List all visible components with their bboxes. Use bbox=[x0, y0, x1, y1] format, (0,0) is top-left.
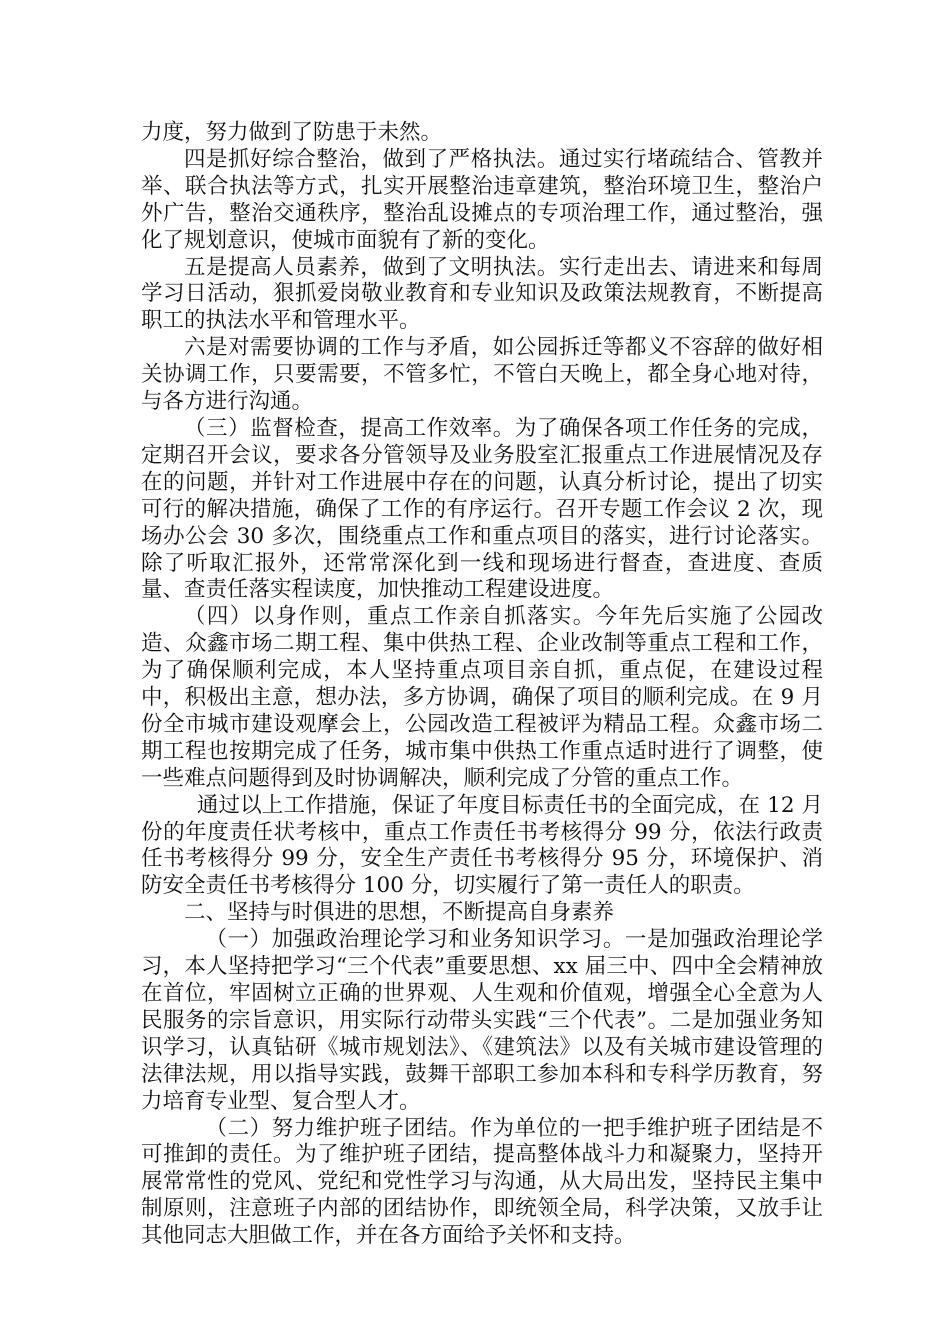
paragraph-item-six: 六是对需要协调的工作与矛盾，如公园拆迁等都义不容辞的做好相关协调工作，只要需要，不管多忙，不管白天晚上，都全身心地对待，与各方进行沟通。 bbox=[141, 335, 823, 415]
document-body bbox=[141, 120, 823, 1250]
paragraph-item-five: 五是提高人员素养，做到了文明执法。实行走出去、请进来和每周学习日活动，狠抓爱岗敬业教育和专业知识及政策法规教育，不断提高职工的执法水平和管理水平。 bbox=[141, 254, 823, 334]
paragraph-section-four: （四）以身作则，重点工作亲自抓落实。今年先后实施了公园改造、众鑫市场二期工程、集中供热工程、企业改制等重点工程和工作，为了确保顺利完成，本人坚持重点项目亲自抓，重点促，在建设过程中，积极出主意，想办法，多方协调，确保了项目的顺利完成。在 9 月份全市城市建设观摩会上，公园改造工程被评为精品工程。众鑫市场二期工程也按期完成了任务，城市集中供热工作重点适时进行了调整，使一些难点问题得到及时协调解决，顺利完成了分管的重点工作。 bbox=[141, 604, 823, 791]
paragraph-continuation: 力度，努力做到了防患于未然。 bbox=[141, 120, 443, 145]
paragraph-item-four: 四是抓好综合整治，做到了严格执法。通过实行堵疏结合、管教并举、联合执法等方式，扎实开展整治违章建筑，整治环境卫生，整治户外广告，整治交通秩序，整治乱设摊点的专项治理工作，通过整治，强化了规划意识，使城市面貌有了新的变化。 bbox=[141, 146, 823, 253]
paragraph-section-three: （三）监督检查，提高工作效率。为了确保各项工作任务的完成，定期召开会议，要求各分管领导及业务股室汇报重点工作进展情况及存在的问题，并针对工作进展中存在的问题，认真分析讨论，提出了切实可行的解决措施，确保了工作的有序运行。召开专题工作会议 2 次，现场办公会 30 多次，围绕重点工作和重点项目的落实，进行讨论落实。除了听取汇报外，还常常深化到一线和现场进行督查，查进度、查质量、查责任落实程读度，加快推动工程建设进度。 bbox=[141, 415, 823, 603]
paragraph-subsection-one: （一）加强政治理论学习和业务知识学习。一是加强政治理论学习，本人坚持把学习“三个代表”重要思想、xx 届三中、四中全会精神放在首位，牢固树立正确的世界观、人生观和价值观，增强全心全意为人民服务的宗旨意识，用实际行动带头实践“三个代表”。二是加强业务知识学习，认真钻研《城市规划法》、《建筑法》以及有关城市建设管理的法律法规，用以指导实践，鼓舞干部职工参加本科和专科学历教育，努力培育专业型、复合型人才。 bbox=[141, 927, 823, 1114]
paragraph-summary: 通过以上工作措施，保证了年度目标责任书的全面完成，在 12 月份的年度责任状考核中，重点工作责任书考核得分 99 分，依法行政责任书考核得分 99 分，安全生产责任书考核得分 95 分，环境保护、消防安全责任书考核得分 100 分，切实履行了第一责任人的职责。 bbox=[141, 792, 823, 899]
paragraph-subsection-two: （二）努力维护班子团结。作为单位的一把手维护班子团结是不可推卸的责任。为了维护班子团结，提高整体战斗力和凝聚力，坚持开展常常性的党风、党纪和党性学习与沟通，从大局出发，坚持民主集中制原则，注意班子内部的团结协作，即统领全局，科学决策，又放手让其他同志大胆做工作，并在各方面给予关怀和支持。 bbox=[141, 1115, 823, 1249]
section-heading-two: 二、坚持与时俱进的思想，不断提高自身素养 bbox=[184, 900, 615, 926]
